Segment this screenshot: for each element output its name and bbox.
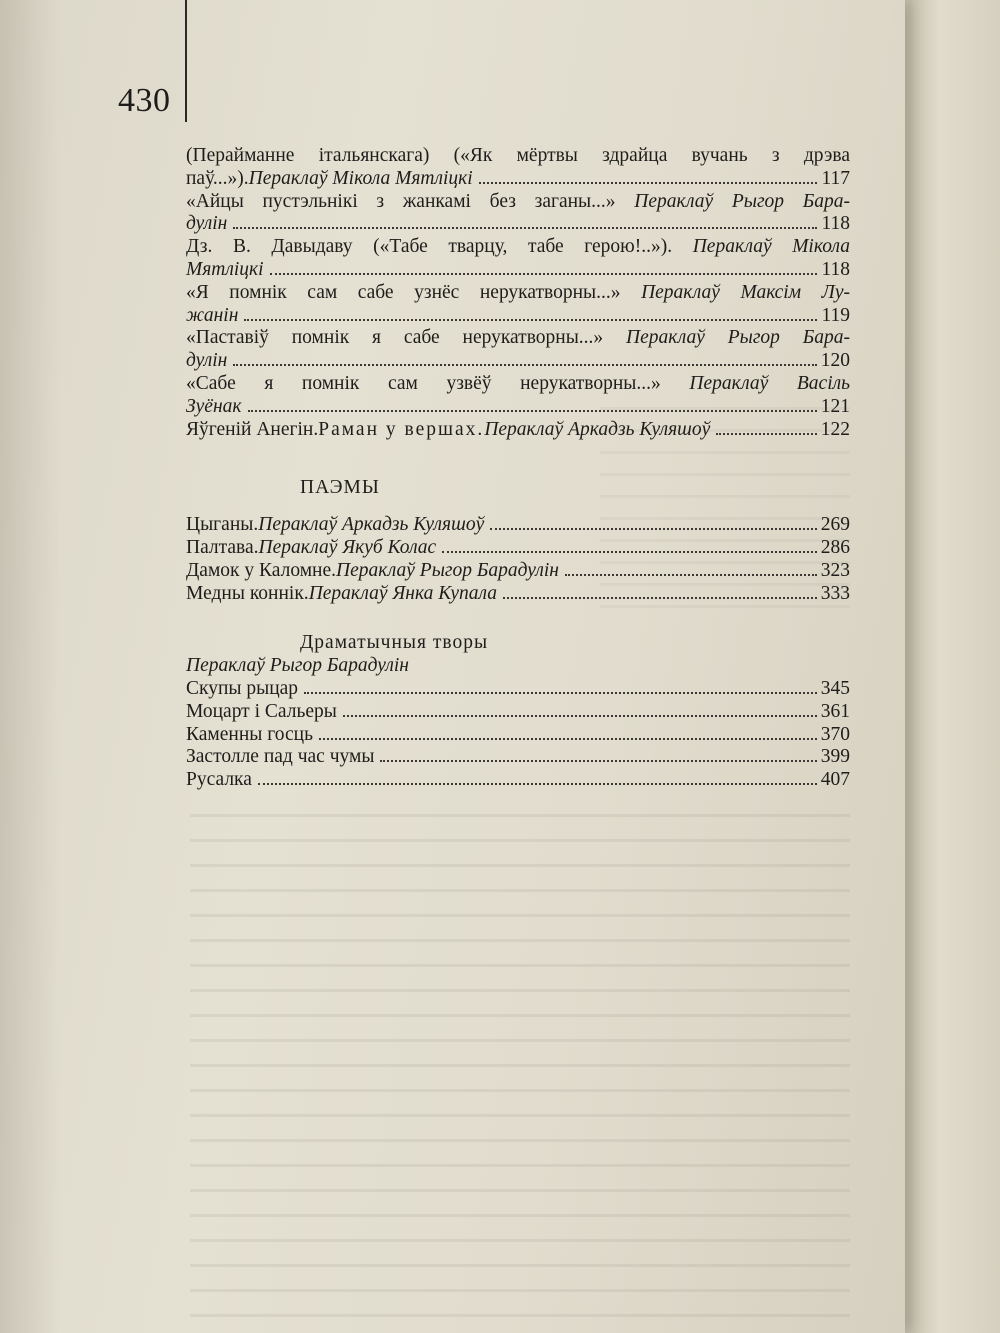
- entry-translator: Пераклаў Рыгор Бара-: [626, 327, 850, 349]
- toc-entry-line: [186, 236, 850, 259]
- entry-translator-cont: жанін: [186, 304, 239, 326]
- entry-translator: Пераклаў Аркадзь Куляшоў: [484, 418, 711, 440]
- entry-title-cont: паў...»).: [186, 167, 249, 189]
- dot-leader: [380, 760, 816, 762]
- toc-entry-line: [186, 327, 850, 350]
- dot-leader: [258, 783, 817, 785]
- entry-subtitle: Раман у вершах.: [318, 418, 485, 440]
- toc-entry-line: [186, 583, 850, 606]
- toc-entry-line: [186, 769, 850, 792]
- entry-title: «Сабе я помнік сам узвёў нерукатворны...»: [186, 372, 690, 394]
- drama-list: [186, 678, 850, 792]
- toc-entry-line: [186, 145, 850, 168]
- entry-translator: Пераклаў Мікола: [692, 236, 850, 258]
- entry-title: Каменны госць: [186, 723, 313, 745]
- toc-entry-line: [186, 213, 850, 236]
- entry-title: Яўгеній Анегін.: [186, 418, 319, 440]
- dot-leader: [343, 715, 817, 717]
- toc-entry-poltava: [186, 537, 850, 560]
- entry-translator: Пераклаў Максім Лу-: [641, 281, 850, 303]
- toc-entry-line: [186, 746, 850, 769]
- dot-leader: [233, 227, 817, 229]
- table-of-contents: [186, 145, 850, 792]
- toc-entry-line: [186, 350, 850, 373]
- toc-entry-covetous-knight: [186, 678, 850, 701]
- toc-entry-line: [186, 305, 850, 328]
- dot-leader: [270, 273, 818, 275]
- entry-page-number: 323: [820, 559, 850, 581]
- entry-title: (Перайманне італьянскага) («Як мёртвы здрайца вучань з дрэва: [186, 145, 850, 166]
- entry-page-number: 269: [820, 514, 850, 536]
- toc-entry-rusalka: [186, 769, 850, 792]
- entry-translator: Пераклаў Аркадзь Куляшоў: [258, 514, 485, 536]
- entry-translator: Пераклаў Рыгор Бара-: [634, 190, 850, 212]
- entry-page-number: 370: [820, 723, 850, 745]
- entry-page-number: 118: [821, 213, 850, 235]
- section-title-poems: ПАЭМЫ: [300, 477, 380, 499]
- entry-title: Цыганы.: [186, 514, 259, 536]
- entry-translator: Пераклаў Якуб Колас: [258, 536, 437, 558]
- dot-leader: [490, 528, 817, 530]
- toc-entry-line: [186, 191, 850, 214]
- entry-page-number: 122: [820, 418, 850, 440]
- binding-shadow: [0, 0, 60, 1333]
- entry-title: «Я помнік сам сабе узнёс нерукатворны...»: [186, 281, 642, 303]
- entry-page-number: 361: [820, 700, 850, 722]
- toc-entry-mozart-salieri: [186, 701, 850, 724]
- toc-entry-line: [186, 168, 850, 191]
- entry-title: «Паставіў помнік я сабе нерукатворны...»: [186, 327, 626, 349]
- toc-entry-line: [186, 282, 850, 305]
- entry-title: Дз. В. Давыдаву («Табе тварцу, табе герою!..»).: [186, 236, 693, 258]
- entry-translator-cont: Мятліцкі: [186, 258, 264, 280]
- toc-entry-bronze-horseman: [186, 583, 850, 606]
- dot-leader: [244, 319, 817, 321]
- entry-title: Палтава.: [186, 536, 259, 558]
- toc-entry-line: [186, 419, 850, 442]
- entry-translator-cont: дулін: [186, 213, 228, 235]
- entry-title: Дамок у Каломне.: [186, 559, 337, 581]
- toc-entry-eugene-onegin: [186, 419, 850, 442]
- toc-entry-line: [186, 373, 850, 396]
- toc-entry-line: [186, 560, 850, 583]
- entry-page-number: 118: [821, 258, 850, 280]
- toc-entry-stone-guest: [186, 724, 850, 747]
- dot-leader: [716, 433, 816, 435]
- entry-translator: Пераклаў Янка Купала: [308, 582, 497, 604]
- toc-entry-line: [186, 537, 850, 560]
- toc-entry-line: [186, 396, 850, 419]
- entry-translator-cont: дулін: [186, 350, 228, 372]
- dot-leader: [233, 364, 816, 366]
- entry-page-number: 119: [821, 304, 850, 326]
- section-title-drama: Драматычныя творы: [300, 632, 489, 654]
- toc-entry-line: [186, 259, 850, 282]
- reverse-side-bleed-through: [190, 800, 850, 1330]
- section-translator: Пераклаў Рыгор Барадулін: [186, 655, 409, 677]
- toc-entry-kolomna-house: [186, 560, 850, 583]
- dot-leader: [304, 692, 817, 694]
- entry-page-number: 407: [820, 769, 850, 791]
- entry-title: Скупы рыцар: [186, 677, 299, 699]
- entry-page-number: 121: [820, 395, 850, 417]
- entry-page-number: 117: [821, 167, 850, 189]
- dot-leader: [565, 574, 817, 576]
- entry-title: Русалка: [186, 769, 252, 791]
- entry-title: Застолле пад час чумы: [186, 746, 375, 768]
- entry-page-number: 286: [820, 536, 850, 558]
- entry-translator-cont: Зуёнак: [186, 395, 242, 417]
- toc-entry-line: [186, 514, 850, 537]
- toc-entry-monument-baradulin: [186, 327, 850, 373]
- entry-title: Медны коннік.: [186, 582, 309, 604]
- toc-entry-gypsies: [186, 514, 850, 537]
- entry-page-number: 399: [820, 746, 850, 768]
- header-rule: [185, 0, 187, 122]
- toc-entry-hermit-fathers: [186, 191, 850, 237]
- dot-leader: [442, 551, 817, 553]
- entry-page-number: 120: [820, 350, 850, 372]
- toc-entry-feast-plague: [186, 746, 850, 769]
- toc-entry-monument-zuyonak: [186, 373, 850, 419]
- entry-translator: Пераклаў Васіль: [689, 372, 850, 394]
- dot-leader: [479, 182, 818, 184]
- toc-entry-line: [186, 701, 850, 724]
- entry-title: Моцарт і Сальеры: [186, 700, 337, 722]
- entry-page-number: 345: [820, 677, 850, 699]
- toc-entry-monument-luzhanin: [186, 282, 850, 328]
- section-translator-drama: [186, 655, 850, 678]
- dot-leader: [248, 410, 817, 412]
- poems-list: [186, 514, 850, 605]
- entry-page-number: 333: [820, 582, 850, 604]
- entry-translator: Пераклаў Рыгор Барадулін: [336, 559, 559, 581]
- entry-title: «Айцы пустэльнікі з жанкамі без заганы...»: [186, 190, 635, 212]
- entry-translator: Пераклаў Мікола Мятліцкі: [248, 167, 473, 189]
- toc-entry-line: [186, 724, 850, 747]
- toc-entry-imitation-italian: [186, 145, 850, 191]
- toc-entry-line: [186, 678, 850, 701]
- toc-entry-to-davydov: [186, 236, 850, 282]
- dot-leader: [503, 597, 817, 599]
- page-number: 430: [118, 82, 171, 119]
- dot-leader: [319, 738, 817, 740]
